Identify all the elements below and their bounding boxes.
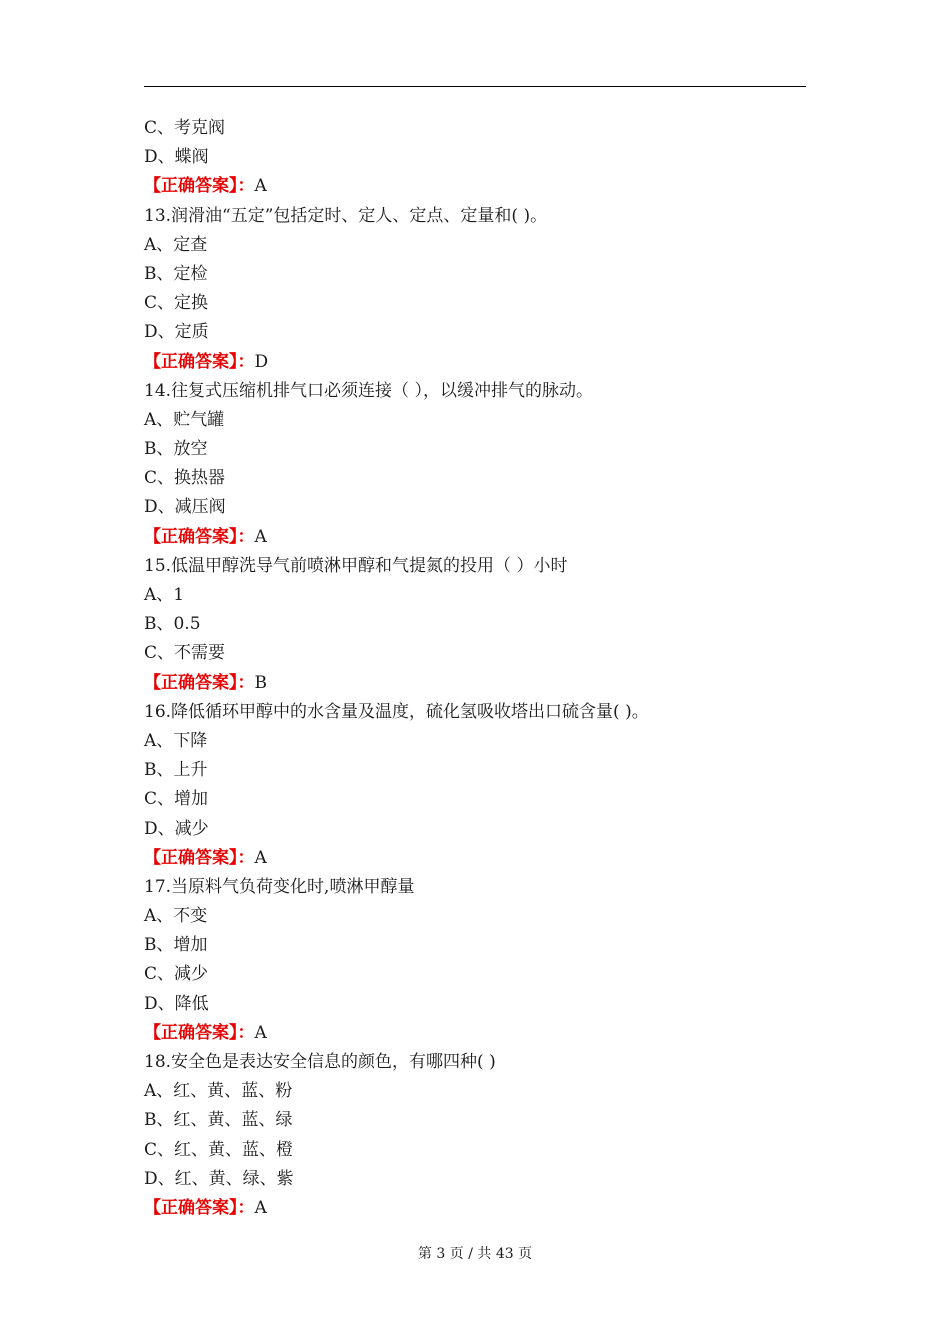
document-body bbox=[144, 114, 806, 1223]
answer-label: 【正确答案】： bbox=[144, 672, 255, 693]
answer-label: 【正确答案】： bbox=[144, 1197, 255, 1218]
answer-line bbox=[144, 669, 806, 698]
question-text: 13.润滑油“五定”包括定时、定人、定点、定量和( )。 bbox=[144, 205, 548, 226]
footer-prefix: 第 bbox=[417, 1246, 432, 1262]
answer-label: 【正确答案】： bbox=[144, 526, 255, 547]
answer-value: A bbox=[254, 1197, 267, 1218]
option-text: C、增加 bbox=[144, 789, 209, 810]
option-text: A、不变 bbox=[144, 906, 208, 927]
question-text: 17.当原料气负荷变化时,喷淋甲醇量 bbox=[144, 876, 415, 897]
question-text: 15.低温甲醇洗导气前喷淋甲醇和气提氮的投用（ ）小时 bbox=[144, 555, 568, 576]
answer-line bbox=[144, 348, 806, 377]
option-text: D、减少 bbox=[144, 818, 209, 839]
option-text: B、上升 bbox=[144, 760, 208, 781]
option-text: D、定质 bbox=[144, 322, 209, 343]
answer-value: D bbox=[254, 351, 269, 372]
answer-line bbox=[144, 523, 806, 552]
option-text: D、蝶阀 bbox=[144, 147, 209, 168]
option-text: B、0.5 bbox=[144, 614, 201, 635]
question-text: 18.安全色是表达安全信息的颜色，有哪四种( ) bbox=[144, 1052, 496, 1072]
option-text: B、定检 bbox=[144, 263, 208, 284]
option-text: C、不需要 bbox=[144, 643, 226, 664]
answer-label: 【正确答案】： bbox=[144, 847, 255, 868]
answer-value: A bbox=[254, 1022, 267, 1043]
answer-value: A bbox=[254, 176, 267, 197]
option-text: B、红、黄、蓝、绿 bbox=[144, 1110, 293, 1131]
header-rule bbox=[144, 86, 806, 87]
question-text: 14.往复式压缩机排气口必须连接（ ），以缓冲排气的脉动。 bbox=[144, 380, 593, 401]
answer-line bbox=[144, 1194, 806, 1223]
question-text: 16.降低循环甲醇中的水含量及温度，硫化氢吸收塔出口硫含量( )。 bbox=[144, 701, 649, 722]
page-footer bbox=[0, 1244, 950, 1264]
option-text: A、贮气罐 bbox=[144, 409, 225, 430]
option-text: C、考克阀 bbox=[144, 118, 226, 138]
footer-page-unit: 页 bbox=[449, 1246, 464, 1262]
answer-label: 【正确答案】： bbox=[144, 176, 255, 197]
answer-label: 【正确答案】： bbox=[144, 1022, 255, 1043]
option-text: D、减压阀 bbox=[144, 497, 226, 518]
answer-value: A bbox=[254, 526, 267, 547]
option-text: A、定查 bbox=[144, 234, 208, 255]
option-text: A、1 bbox=[144, 585, 185, 605]
option-text: D、降低 bbox=[144, 993, 209, 1014]
option-text: A、红、黄、蓝、粉 bbox=[144, 1081, 293, 1102]
option-text: C、换热器 bbox=[144, 468, 226, 489]
answer-line bbox=[144, 844, 806, 873]
answer-value: A bbox=[254, 847, 267, 868]
option-text: C、红、黄、蓝、橙 bbox=[144, 1139, 294, 1160]
answer-line bbox=[144, 172, 806, 201]
answer-value: B bbox=[254, 672, 267, 693]
option-text: C、定换 bbox=[144, 293, 209, 314]
footer-total-unit: 页 bbox=[518, 1246, 533, 1262]
option-text: B、增加 bbox=[144, 935, 208, 956]
footer-total-pages: 43 bbox=[495, 1246, 514, 1262]
footer-page-number: 3 bbox=[436, 1246, 446, 1262]
option-text: A、下降 bbox=[144, 730, 208, 751]
option-text: B、放空 bbox=[144, 439, 208, 460]
answer-label: 【正确答案】： bbox=[144, 351, 255, 372]
footer-total-prefix: 共 bbox=[477, 1246, 492, 1262]
footer-separator: / bbox=[468, 1246, 473, 1262]
answer-line bbox=[144, 1019, 806, 1048]
option-text: C、减少 bbox=[144, 964, 209, 985]
option-text: D、红、黄、绿、紫 bbox=[144, 1168, 294, 1189]
